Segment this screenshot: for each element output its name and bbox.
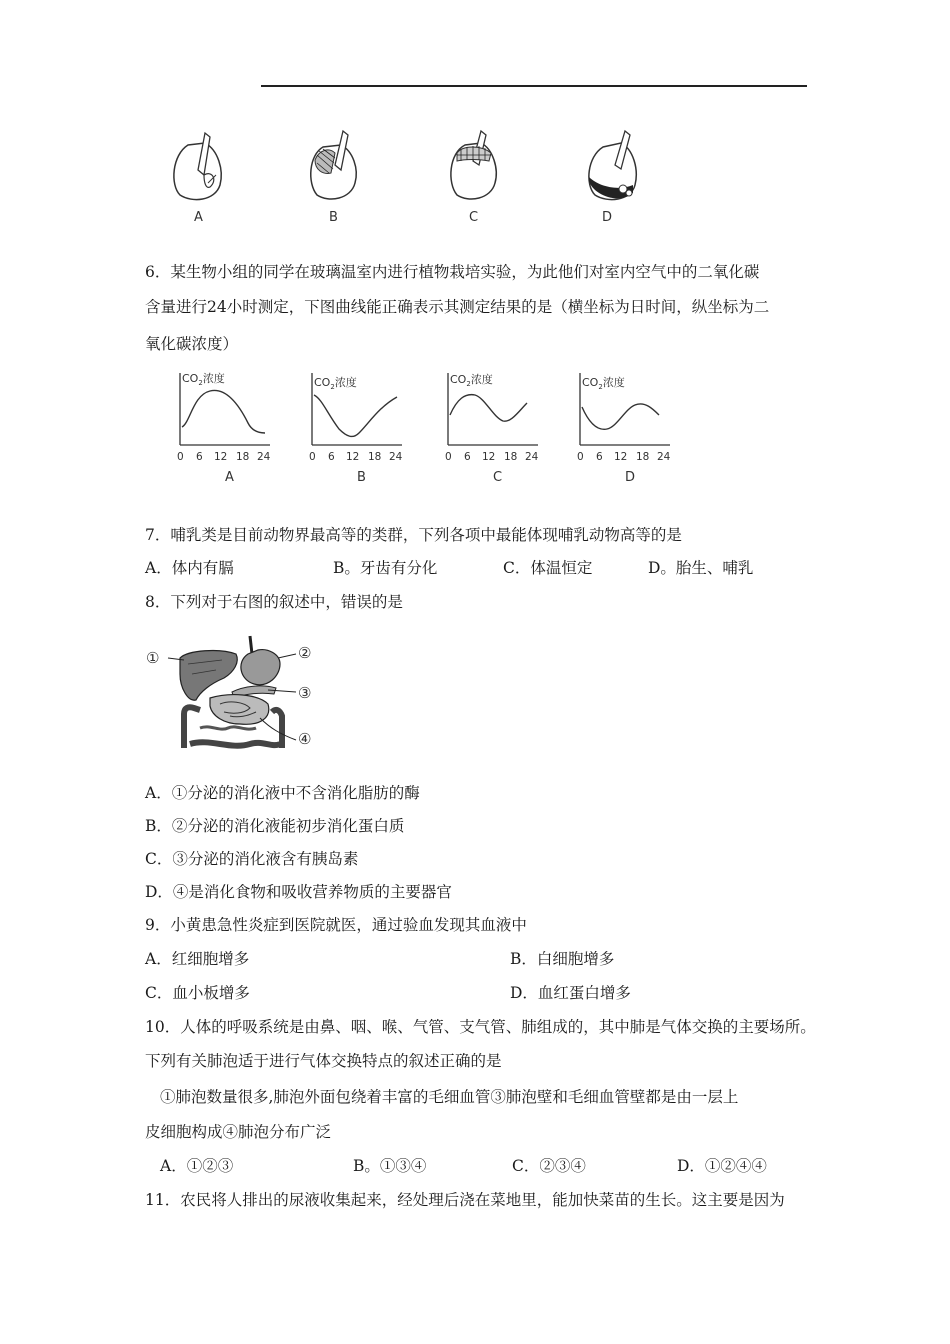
svg-text:6: 6 bbox=[196, 451, 203, 463]
svg-text:24: 24 bbox=[389, 451, 403, 463]
seed-label-a: A bbox=[194, 210, 203, 225]
stomach-organ bbox=[241, 650, 280, 685]
chart-label-b: B bbox=[357, 470, 366, 485]
q6-line-2: 含量进行24小时测定，下图曲线能正确表示其测定结果的是（横坐标为日时间，纵坐标为二 bbox=[145, 298, 770, 316]
co2-charts bbox=[165, 365, 705, 490]
curve-a bbox=[182, 390, 265, 433]
label-2: ② bbox=[298, 644, 312, 662]
co2-chart-b bbox=[309, 373, 403, 485]
q10-line-1: 10．人体的呼吸系统是由鼻、咽、喉、气管、支气管、肺组成的，其中肺是气体交换的主要场所。 bbox=[145, 1018, 816, 1036]
q7-option-d: D。胎生、哺乳 bbox=[648, 559, 754, 577]
curve-c bbox=[450, 395, 527, 422]
q9-option-a: A．红细胞增多 bbox=[145, 950, 250, 968]
q10-line-3: ①肺泡数量很多,肺泡外面包绕着丰富的毛细血管③肺泡壁和毛细血管壁都是由一层上 bbox=[160, 1088, 739, 1106]
seed-figure bbox=[160, 125, 660, 230]
q8-option-c: C．③分泌的消化液含有胰岛素 bbox=[145, 850, 359, 868]
svg-text:12: 12 bbox=[482, 451, 496, 463]
svg-text:0: 0 bbox=[309, 451, 316, 463]
seed-a bbox=[174, 133, 221, 225]
q9-option-b: B．白细胞增多 bbox=[510, 950, 615, 968]
svg-text:18: 18 bbox=[368, 451, 382, 463]
svg-text:0: 0 bbox=[577, 451, 584, 463]
chart-label-d: D bbox=[625, 470, 636, 485]
q6-line-3: 氧化碳浓度） bbox=[145, 335, 239, 353]
chart-label-c: C bbox=[493, 470, 503, 485]
label-1: ① bbox=[146, 649, 160, 667]
label-3: ③ bbox=[298, 684, 312, 702]
co2-chart-a bbox=[177, 371, 271, 485]
co2-chart-d bbox=[577, 373, 671, 485]
svg-text:6: 6 bbox=[328, 451, 335, 463]
svg-text:24: 24 bbox=[257, 451, 271, 463]
curve-d bbox=[582, 404, 659, 429]
q7-stem: 7．哺乳类是目前动物界最高等的类群，下列各项中最能体现哺乳动物高等的是 bbox=[145, 526, 682, 544]
svg-text:0: 0 bbox=[445, 451, 452, 463]
small-intestine-organ bbox=[210, 695, 269, 725]
liver-organ bbox=[180, 651, 237, 701]
q10-line-2: 下列有关肺泡适于进行气体交换特点的叙述正确的是 bbox=[145, 1052, 502, 1070]
seed-b bbox=[311, 131, 356, 225]
svg-text:CO2浓度: $CO_2$浓度 bbox=[582, 376, 625, 391]
q10-line-4: 皮细胞构成④肺泡分布广泛 bbox=[145, 1123, 332, 1141]
svg-text:0: 0 bbox=[177, 451, 184, 463]
svg-text:24: 24 bbox=[657, 451, 671, 463]
svg-text:CO2浓度: $CO_2$浓度 bbox=[450, 373, 493, 388]
q9-option-d: D．血红蛋白增多 bbox=[510, 984, 631, 1002]
seed-label-b: B bbox=[329, 210, 338, 225]
q8-stem: 8．下列对于右图的叙述中，错误的是 bbox=[145, 593, 403, 611]
svg-text:18: 18 bbox=[504, 451, 518, 463]
chart-label-a: A bbox=[225, 470, 234, 485]
seed-c bbox=[451, 131, 496, 225]
svg-text:CO2浓度: $CO_2$浓度 bbox=[182, 372, 225, 387]
q8-option-b: B．②分泌的消化液能初步消化蛋白质 bbox=[145, 817, 405, 835]
q8-option-a: A．①分泌的消化液中不含消化脂肪的酶 bbox=[145, 784, 420, 802]
svg-text:18: 18 bbox=[236, 451, 250, 463]
q10-option-c: C．②③④ bbox=[512, 1157, 586, 1175]
svg-text:24: 24 bbox=[525, 451, 539, 463]
label-4: ④ bbox=[298, 730, 312, 748]
seed-d bbox=[589, 131, 636, 225]
q7-option-b: B。牙齿有分化 bbox=[333, 559, 438, 577]
q7-option-c: C．体温恒定 bbox=[503, 559, 593, 577]
svg-text:6: 6 bbox=[464, 451, 471, 463]
seed-label-d: D bbox=[602, 210, 613, 225]
digestive-system-figure bbox=[140, 628, 330, 753]
seed-label-c: C bbox=[469, 210, 479, 225]
q9-stem: 9．小黄患急性炎症到医院就医，通过验血发现其血液中 bbox=[145, 916, 527, 934]
q11-stem: 11．农民将人排出的尿液收集起来，经处理后浇在菜地里，能加快菜苗的生长。这主要是因为 bbox=[145, 1191, 785, 1209]
svg-text:12: 12 bbox=[614, 451, 628, 463]
q9-option-c: C．血小板增多 bbox=[145, 984, 250, 1002]
co2-chart-c bbox=[445, 372, 539, 485]
q10-option-b: B。①③④ bbox=[353, 1157, 427, 1175]
curve-b bbox=[314, 395, 397, 436]
q6-line-1: 6．某生物小组的同学在玻璃温室内进行植物栽培实验，为此他们对室内空气中的二氧化碳 bbox=[145, 263, 760, 281]
header-rule bbox=[261, 85, 807, 87]
q8-option-d: D．④是消化食物和吸收营养物质的主要器官 bbox=[145, 883, 452, 901]
q10-option-a: A．①②③ bbox=[160, 1157, 234, 1175]
svg-text:CO2浓度: $CO_2$浓度 bbox=[314, 376, 357, 391]
q7-option-a: A．体内有膈 bbox=[145, 559, 234, 577]
svg-text:18: 18 bbox=[636, 451, 650, 463]
q10-option-d: D．①②④④ bbox=[677, 1157, 767, 1175]
svg-text:12: 12 bbox=[214, 451, 228, 463]
svg-text:6: 6 bbox=[596, 451, 603, 463]
svg-text:12: 12 bbox=[346, 451, 360, 463]
